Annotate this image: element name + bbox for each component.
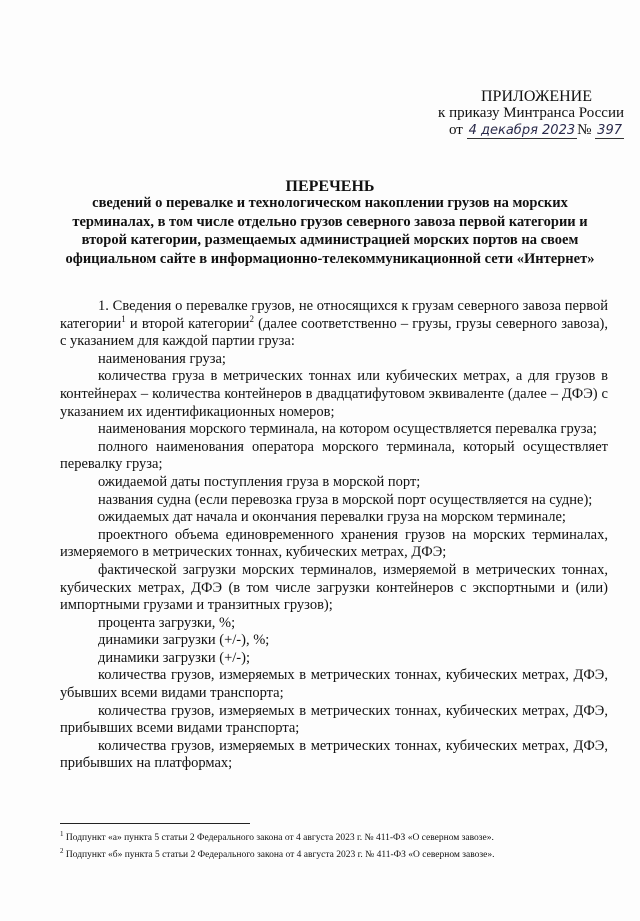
footnote-divider — [60, 823, 250, 824]
paragraph-1-part-2: и второй категории — [125, 315, 250, 332]
order-date-line — [418, 122, 624, 139]
list-item: количества грузов, измеряемых в метрических тоннах, кубических метрах, ДФЭ, прибывших на платформах; — [60, 737, 608, 772]
list-item: проектного объема единовременного хранения грузов на морских терминалах, измеряемого в метрических тоннах, кубических метрах, ДФЭ; — [60, 526, 608, 561]
list-item: процента загрузки, %; — [98, 614, 236, 631]
handwritten-number: 397 — [597, 123, 622, 138]
footnote-mark: 1 — [60, 830, 64, 838]
list-item: ожидаемых дат начала и окончания перевалки груза на морском терминале; — [98, 509, 566, 526]
list-item: названия судна (если перевозка груза в морской порт осуществляется на судне); — [98, 491, 593, 508]
footnote-text: Подпункт «а» пункта 5 статьи 2 Федерального закона от 4 августа 2023 г. № 411-ФЗ «О северном завозе». — [63, 833, 494, 844]
number-sign: № — [577, 122, 592, 138]
prefix-from: от — [448, 122, 463, 138]
footnote-2 — [60, 845, 620, 862]
paragraph-1-part-3: (далее соответственно – грузы, грузы северного завоза), с указанием для каждой партии груза: — [60, 315, 609, 350]
paragraph-1-part-1: 1. Сведения о перевалке грузов, не относящихся к грузам северного завоза первой категории — [60, 298, 608, 332]
appendix-title: ПРИЛОЖЕНИЕ — [480, 88, 592, 105]
list-item: фактической загрузки морских терминалов, измеряемой в метрических тоннах, кубических метрах, ДФЭ (в том числе загрузки контейнеров с экспортными и (или) импортными грузами и транзитных грузов); — [60, 561, 608, 614]
list-item: количества груза в метрических тоннах или кубических метрах, а для грузов в контейнерах – количества контейнеров в двадцатифутовом эквиваленте (далее – ДФЭ) с указанием их идентификационных номеров; — [60, 368, 608, 420]
list-item: количества грузов, измеряемых в метрических тоннах, кубических метрах, ДФЭ, прибывших всеми видами транспорта; — [60, 702, 608, 737]
footnote-ref-2: 2 — [249, 313, 254, 324]
document-title: ПЕРЕЧЕНЬ — [285, 178, 375, 195]
list-item: полного наименования оператора морского терминала, который осуществляет перевалку груза; — [60, 438, 608, 473]
list-item: наименования груза; — [98, 350, 226, 367]
list-item: количества грузов, измеряемых в метрических тоннах, кубических метрах, ДФЭ, убывших всеми видами транспорта; — [60, 667, 608, 702]
list-item: ожидаемой даты поступления груза в морской порт; — [98, 473, 421, 490]
footnote-text: Подпункт «б» пункта 5 статьи 2 Федерального закона от 4 августа 2023 г. № 411-ФЗ «О северном завозе». — [63, 850, 495, 861]
list-item: динамики загрузки (+/-); — [98, 649, 250, 666]
appendix-block — [418, 88, 624, 139]
paragraph-1 — [60, 298, 608, 351]
document-subtitle: сведений о перевалке и технологическом накоплении грузов на морских терминалах, в том числе отдельно грузов северного завоза первой категории и второй категории, размещаемых администрацией морских портов на своем официальном сайте в информационно-телекоммуникационной сети «Интернет» — [65, 195, 595, 267]
handwritten-date: 4 декабря 2023 — [468, 123, 576, 138]
footnote-mark: 2 — [60, 847, 64, 856]
document-body — [60, 298, 608, 773]
footnote-1 — [60, 828, 620, 845]
list-item: наименования морского терминала, на котором осуществляется перевалка груза; — [98, 421, 597, 438]
footnote-ref-1: 1 — [121, 313, 126, 324]
footnotes — [60, 828, 620, 862]
list-item: динамики загрузки (+/-), %; — [98, 632, 270, 649]
order-reference: к приказу Минтранса России — [438, 105, 624, 121]
